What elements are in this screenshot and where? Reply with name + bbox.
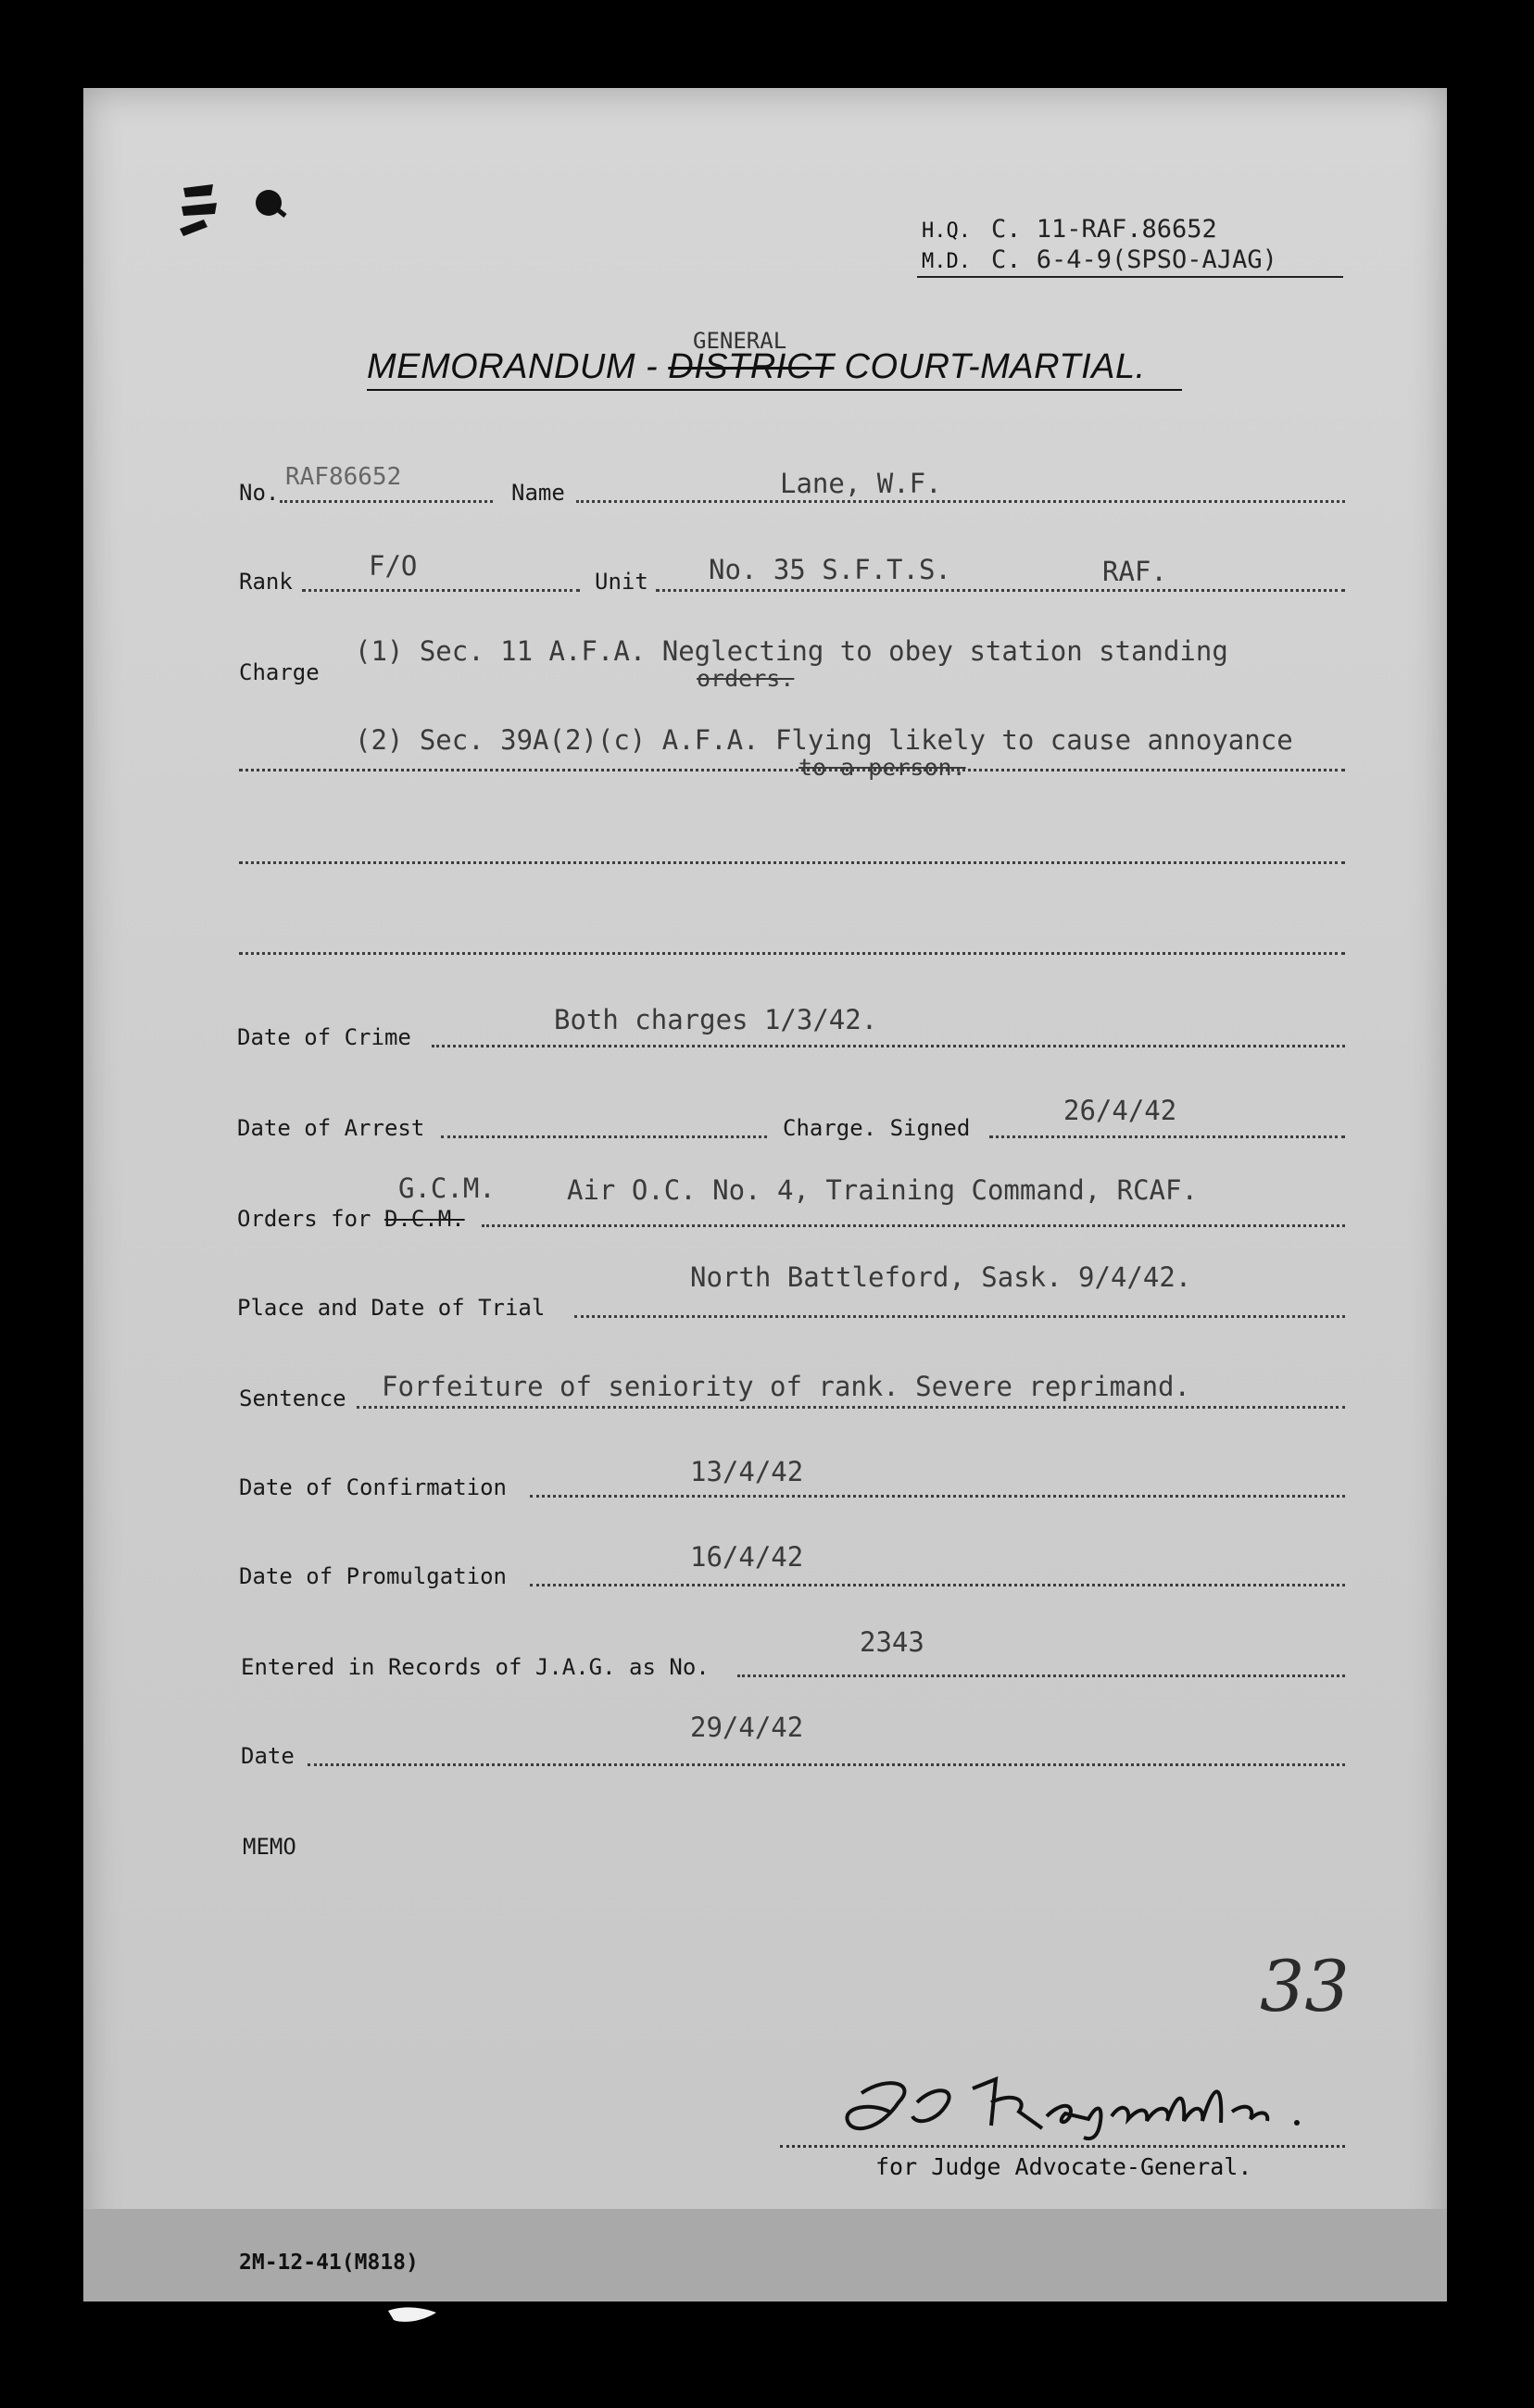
charge-1-line-1: (1) Sec. 11 A.F.A. Neglecting to obey station standing bbox=[355, 635, 1228, 667]
hq-label: H.Q. bbox=[922, 219, 971, 243]
date-of-crime-value: Both charges 1/3/42. bbox=[554, 1004, 878, 1035]
heading-underline bbox=[367, 389, 1182, 391]
hq-reference bbox=[922, 215, 1217, 244]
md-reference bbox=[922, 245, 1277, 274]
promulgation-line bbox=[530, 1584, 1345, 1587]
charge-2-line-2: to a person. bbox=[798, 754, 966, 781]
records-value: 2343 bbox=[860, 1626, 924, 1658]
date-label: Date bbox=[241, 1743, 295, 1769]
orders-for-inserted: G.C.M. bbox=[398, 1173, 496, 1204]
sentence-label: Sentence bbox=[239, 1386, 346, 1411]
charge-2-line-1: (2) Sec. 39A(2)(c) A.F.A. Flying likely to cause annoyance bbox=[355, 724, 1293, 756]
no-line bbox=[280, 500, 493, 503]
sentence-line bbox=[357, 1406, 1345, 1409]
orders-for-label-text: Orders for bbox=[237, 1206, 371, 1232]
no-label: No. bbox=[239, 480, 280, 506]
date-line bbox=[308, 1763, 1345, 1766]
heading-struck-word: DISTRICT bbox=[668, 347, 835, 386]
name-value: Lane, W.F. bbox=[780, 468, 942, 499]
unit-label: Unit bbox=[595, 569, 648, 595]
md-label: M.D. bbox=[922, 250, 971, 273]
charge-signed-value: 26/4/42 bbox=[1063, 1095, 1177, 1126]
form-code: 2M-12-41(M818) bbox=[239, 2251, 419, 2275]
signature-image bbox=[834, 2065, 1352, 2149]
place-date-line bbox=[574, 1315, 1345, 1318]
rank-line bbox=[302, 589, 580, 592]
place-date-label: Place and Date of Trial bbox=[237, 1295, 546, 1321]
signature-caption: for Judge Advocate-General. bbox=[875, 2153, 1252, 2180]
signature-line bbox=[780, 2145, 1345, 2148]
no-value: RAF86652 bbox=[285, 463, 402, 491]
orders-for-struck: D.C.M. bbox=[384, 1206, 465, 1232]
confirmation-label: Date of Confirmation bbox=[239, 1474, 507, 1500]
handwritten-page-number: 33 bbox=[1260, 1945, 1350, 2027]
charge-1-line-2: orders. bbox=[697, 665, 795, 692]
charge-line-3 bbox=[239, 861, 1345, 864]
confirmation-value: 13/4/42 bbox=[690, 1456, 804, 1487]
rank-label: Rank bbox=[239, 569, 293, 595]
unit-value: No. 35 S.F.T.S. bbox=[709, 554, 951, 585]
charge-signed-label: Charge. Signed bbox=[783, 1115, 971, 1141]
scan-blotch-mark bbox=[384, 2301, 440, 2329]
confirmation-line bbox=[530, 1495, 1345, 1498]
heading-prefix: MEMORANDUM - bbox=[367, 347, 669, 386]
date-of-crime-label: Date of Crime bbox=[237, 1024, 411, 1050]
orders-for-value: Air O.C. No. 4, Training Command, RCAF. bbox=[567, 1174, 1198, 1206]
records-line bbox=[737, 1674, 1345, 1677]
name-line bbox=[576, 500, 1345, 503]
date-of-arrest-line bbox=[441, 1135, 767, 1138]
charge-line-4 bbox=[239, 952, 1345, 955]
orders-for-label bbox=[237, 1206, 465, 1232]
charge-signed-line bbox=[989, 1135, 1345, 1138]
md-value: C. 6-4-9(SPSO-AJAG) bbox=[990, 245, 1277, 274]
records-label: Entered in Records of J.A.G. as No. bbox=[241, 1654, 710, 1680]
charge-label: Charge bbox=[239, 659, 320, 685]
unit-line bbox=[656, 589, 1345, 592]
memo-label: MEMO bbox=[243, 1834, 296, 1860]
reference-underline bbox=[917, 276, 1343, 278]
rank-value: F/O bbox=[369, 550, 418, 582]
page-title bbox=[367, 347, 1146, 387]
hq-value: C. 11-RAF.86652 bbox=[990, 215, 1217, 244]
heading-suffix: COURT-MARTIAL. bbox=[834, 347, 1146, 386]
promulgation-value: 16/4/42 bbox=[690, 1541, 804, 1573]
heading-inserted-word: GENERAL bbox=[693, 328, 787, 354]
place-date-value: North Battleford, Sask. 9/4/42. bbox=[690, 1261, 1192, 1293]
promulgation-label: Date of Promulgation bbox=[239, 1563, 507, 1589]
name-label: Name bbox=[511, 480, 565, 506]
orders-for-line bbox=[482, 1224, 1345, 1227]
date-value: 29/4/42 bbox=[690, 1712, 804, 1743]
date-of-arrest-label: Date of Arrest bbox=[237, 1115, 425, 1141]
unit-value-service: RAF. bbox=[1102, 556, 1167, 587]
corner-scribble-mark bbox=[176, 171, 296, 245]
sentence-value: Forfeiture of seniority of rank. Severe reprimand. bbox=[382, 1371, 1190, 1402]
charge-line-2 bbox=[239, 769, 1345, 771]
date-of-crime-line bbox=[432, 1045, 1345, 1047]
